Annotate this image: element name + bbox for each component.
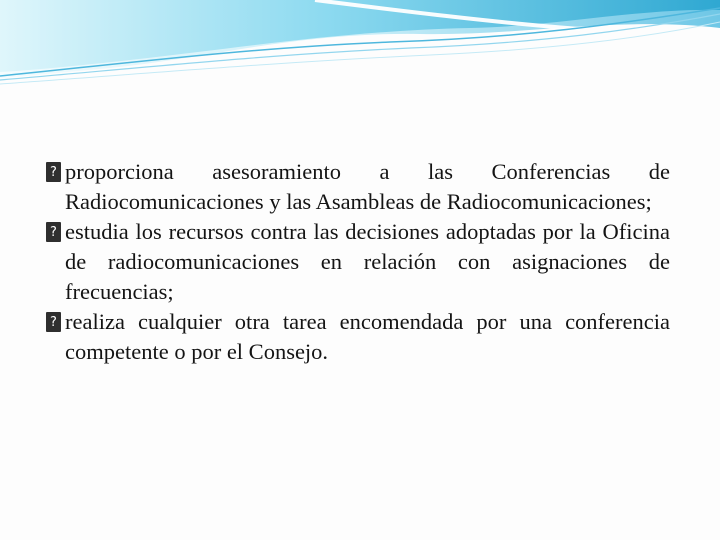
- missing-glyph-icon: ?: [46, 312, 61, 332]
- missing-glyph-icon: ?: [46, 162, 61, 182]
- top-wave-decoration: [0, 0, 720, 90]
- bullet-item-recursos: [48, 217, 670, 307]
- bullet-item-tarea: [48, 307, 670, 367]
- bullet-text: estudia los recursos contra las decisiones adoptadas por la Oficina de radiocomunicaciones en relación con asignaciones de frecuencias;: [65, 219, 670, 304]
- bullet-text: realiza cualquier otra tarea encomendada por una conferencia competente o por el Consejo.: [65, 309, 670, 364]
- bullet-text: proporciona asesoramiento a las Conferencias de Radiocomunicaciones y las Asambleas de Radiocomunicaciones;: [65, 159, 670, 214]
- bullet-list: [48, 157, 670, 367]
- missing-glyph-icon: ?: [46, 222, 61, 242]
- bullet-item-asesoramiento: [48, 157, 670, 217]
